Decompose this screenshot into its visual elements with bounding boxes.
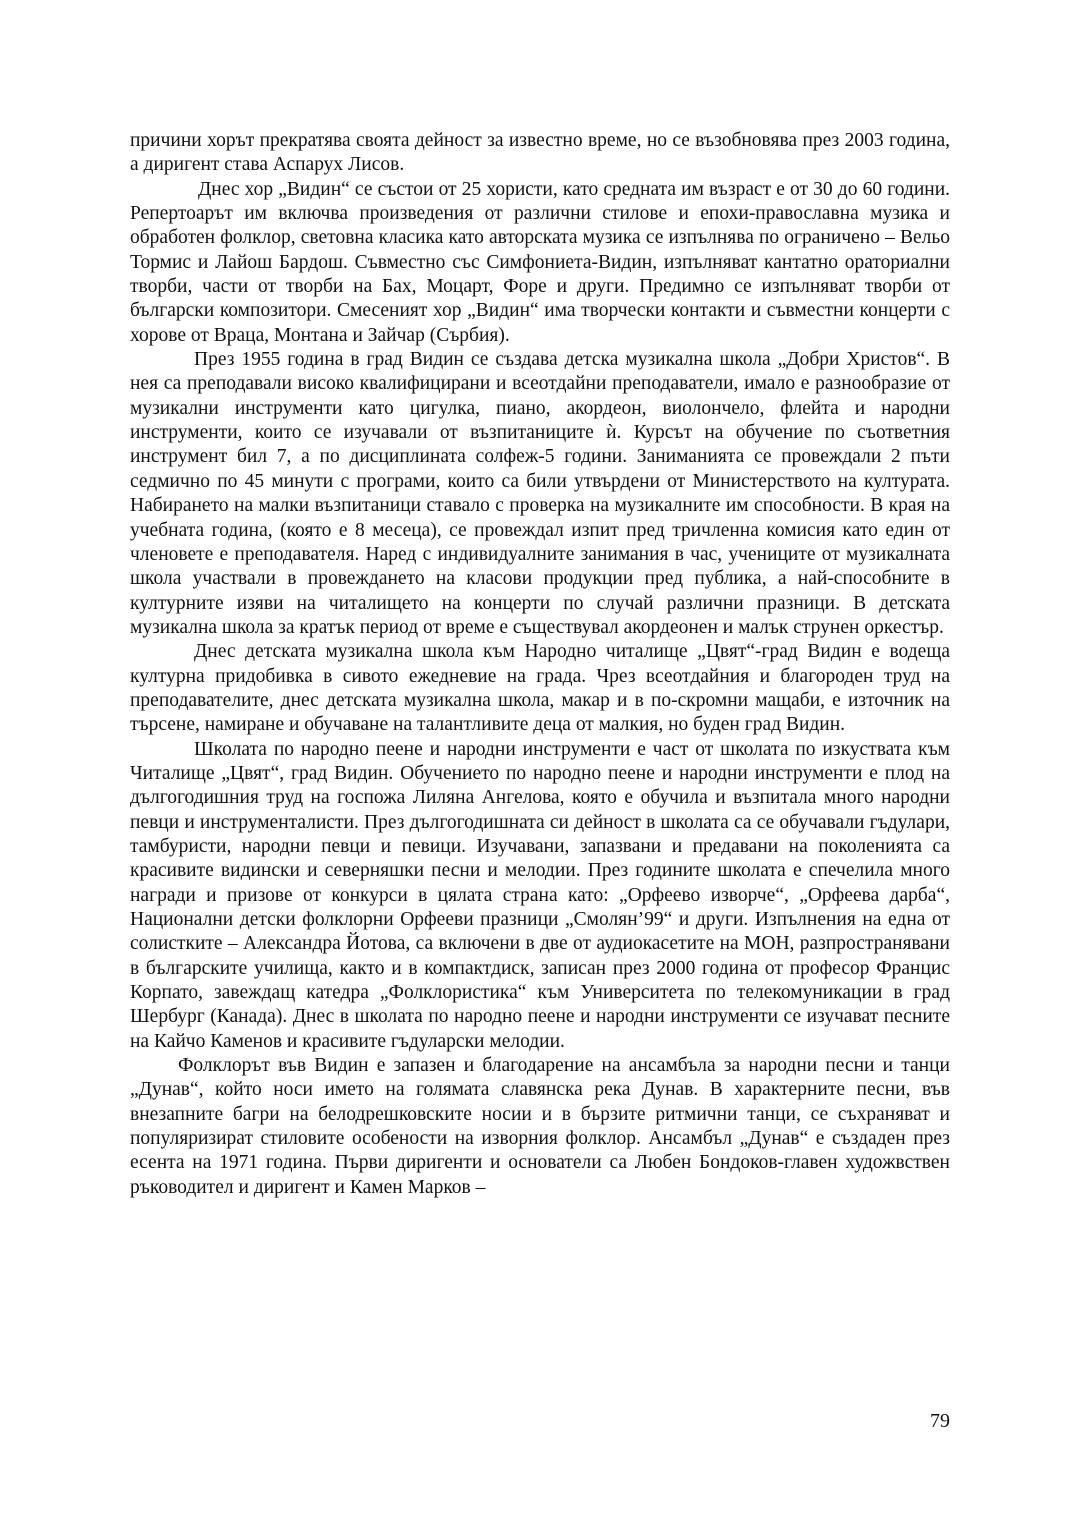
- page-number: 79: [930, 1410, 950, 1432]
- body-text: [130, 129, 950, 1200]
- paragraph-3: През 1955 година в град Видин се създава детска музикална школа „Добри Христов“. В нея са преподавали високо квалифицирани и всеотдайни преподаватели, имало е разнообразие от музикални инструменти като цигулка, пиано, акордеон, виолончело, флейта и народни инструменти, които се изучавали от възпитаниците ѝ. Курсът на обучение по съответния инструмент бил 7, а по дисциплината солфеж-5 години. Заниманията се провеждали 2 пъти седмично по 45 минути с програми, които са били утвърдени от Министерството на културата. Набирането на малки възпитаници ставало с проверка на музикалните им способности. В края на учебната година, (която е 8 месеца), се провеждал изпит пред тричленна комисия като един от членовете е преподавателя. Наред с индивидуалните занимания в час, учениците от музикалната школа участвали в провеждането на класови продукции пред публика, а най-способните в културните изяви на читалището на концерти по случай различни празници. В детската музикална школа за кратък период от време е съществувал акордеонен и малък струнен оркестър.: [130, 349, 950, 638]
- paragraph-1: причини хорът прекратява своята дейност за известно време, но се възобновява през 2003 година, а диригент става Аспарух Лисов.: [130, 130, 950, 176]
- paragraph-4: Днес детската музикална школа към Народно читалище „Цвят“-град Видин е водеща културна придобивка в сивото ежедневие на града. Чрез всеотдайния и благороден труд на преподавателите, днес детската музикална школа, макар и в по-скромни мащаби, е източник на търсене, намиране и обучаване на талантливите деца от малкия, но буден град Видин.: [130, 641, 950, 736]
- paragraph-5: Школата по народно пеене и народни инструменти е част от школата по изкуствата към Читалище „Цвят“, град Видин. Обучението по народно пеене и народни инструменти е плод на дългогодишния труд на госпожа Лиляна Ангелова, която е обучила и възпитала много народни певци и инструменталисти. През дългогодишната си дейност в школата са се обучавали гъдулари, тамбуристи, народни певци и певици. Изучавани, запазвани и предавани на поколенията са красивите видински и северняшки песни и мелодии. През годините школата е спечелила много награди и призове от конкурси в цялата страна като: „Орфеево изворче“, „Орфеева дарба“, Национални детски фолклорни Орфееви празници „Смолян’99“ и други. Изпълнения на една от солистките – Александра Йотова, са включени в две от аудиокасетите на МОН, разпространявани в българските училища, както и в компактдиск, записан през 2000 година от професор Францис Корпато, завеждащ катедра „Фолклористика“ към Университета по телекомуникации в град Шербург (Канада). Днес в школата по народно пеене и народни инструменти се изучават песните на Кайчо Каменов и красивите гъдуларски мелодии.: [130, 738, 950, 1052]
- paragraph-6: Фолклорът във Видин е запазен и благодарение на ансамбъла за народни песни и танци „Дунав“, който носи името на голямата славянска река Дунав. В характерните песни, във внезапните багри на белодрешковските носии и в бързите ритмични танци, се съхраняват и популяризират стиловите особености на изворния фолклор. Ансамбъл „Дунав“ е създаден през есента на 1971 година. Първи диригенти и основатели са Любен Бондоков-главен художвствен ръководител и диригент и Камен Марков –: [130, 1055, 950, 1198]
- paragraph-2: Днес хор „Видин“ се състои от 25 хористи, като средната им възраст е от 30 до 60 години. Репертоарът им включва произведения от различни стилове и епохи-православна музика и обработен фолклор, световна класика като авторската музика се изпълнява по ограничено – Вельо Тормис и Лайош Бардош. Съвместно със Симфониета-Видин, изпълняват кантатно ораториални творби, части от творби на Бах, Моцарт, Форе и други. Предимно се изпълняват творби от български композитори. Смесеният хор „Видин“ има творчески контакти и съвместни концерти с хорове от Враца, Монтана и Зайчар (Сърбия).: [130, 178, 950, 346]
